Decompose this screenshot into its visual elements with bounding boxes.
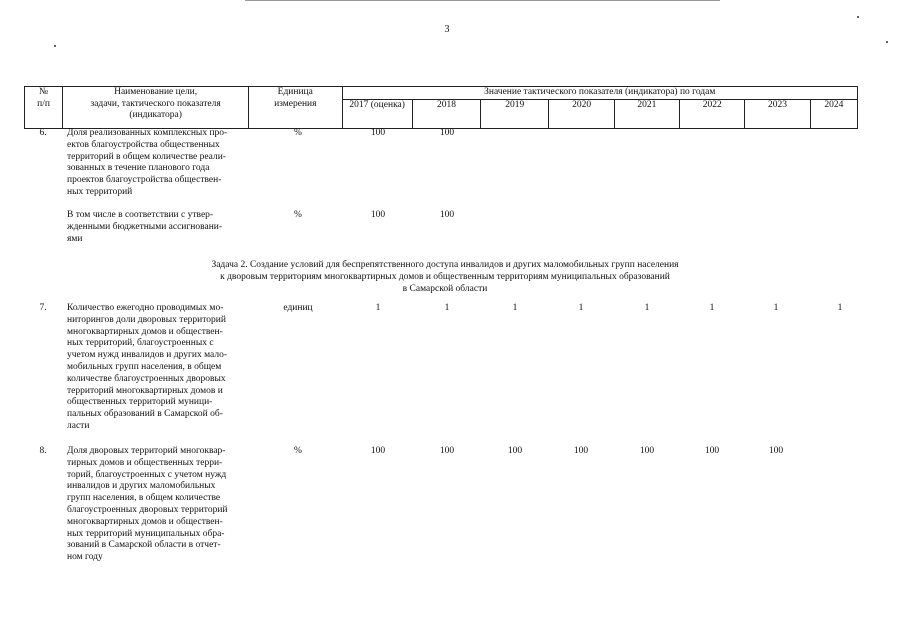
- task-heading-line: к дворовым территориям многоквартирных домов и общественным территориям муниципальных образований: [220, 271, 670, 282]
- header-name-line2: задачи, тактического показателя: [90, 98, 221, 109]
- row-value: 100: [370, 446, 386, 456]
- row-unit: %: [294, 210, 302, 220]
- desc-line: тирных домов и общественных терри-: [67, 457, 223, 468]
- row-value: 1: [512, 303, 518, 313]
- header-year: 2024: [810, 99, 857, 128]
- scan-speck: [857, 16, 859, 18]
- row-value: 1: [773, 303, 779, 313]
- row-description: [67, 303, 248, 433]
- desc-line: ном году: [67, 552, 103, 563]
- row-value: 100: [507, 446, 523, 456]
- header-year: 2020: [549, 99, 614, 128]
- indicator-table-header: [24, 86, 858, 129]
- header-name-line1: Наименование цели,: [114, 87, 198, 97]
- task-heading-line: в Самарской области: [402, 283, 488, 294]
- desc-line: ектов благоустройства общественных: [67, 139, 220, 150]
- row-value: 1: [444, 303, 450, 313]
- header-year: 2021: [614, 99, 679, 128]
- row-description: [67, 446, 248, 564]
- row-value: 100: [370, 210, 386, 220]
- row-description: [67, 128, 248, 199]
- desc-line: благоустроенных дворовых территорий: [67, 504, 228, 515]
- header-number-2: п/п: [37, 98, 50, 109]
- desc-line: инвалидов и других маломобильных: [67, 481, 216, 492]
- desc-line: территорий многоквартирных домов и: [67, 385, 223, 396]
- desc-line: ниторингов доли дворовых территорий: [67, 314, 226, 325]
- desc-line: многоквартирных домов и обществен-: [67, 326, 223, 337]
- row-number: 6.: [39, 128, 47, 138]
- desc-line: ласти: [67, 420, 90, 431]
- header-unit-cell: [249, 87, 342, 129]
- row-value: 100: [370, 128, 386, 138]
- page-number: 3: [444, 24, 450, 35]
- row-value: 100: [573, 446, 589, 456]
- desc-line: жденными бюджетными ассигновани-: [67, 221, 223, 232]
- header-name-cell: [63, 87, 249, 129]
- row-unit: единиц: [283, 303, 313, 313]
- desc-line: торий, благоустроенных с учетом нужд: [67, 469, 227, 480]
- desc-line: количестве благоустроенных дворовых: [67, 373, 226, 384]
- header-number: №: [39, 87, 49, 97]
- desc-line: проектов благоустройства обществен-: [67, 175, 222, 186]
- header-year: 2018: [412, 99, 480, 128]
- scan-edge-line: [245, 0, 720, 1]
- scan-speck: [54, 45, 56, 47]
- desc-line: зованных в течение планового года: [67, 163, 210, 174]
- header-year: 2023: [745, 99, 810, 128]
- row-value: 100: [439, 446, 455, 456]
- desc-line: Количество ежегодно проводимых мо-: [67, 303, 224, 313]
- row-value: 1: [644, 303, 650, 313]
- header-year: 2019: [481, 99, 549, 128]
- desc-line: территорий в общем количестве реали-: [67, 151, 226, 162]
- row-number: 7.: [39, 303, 47, 313]
- row-unit: %: [294, 446, 302, 456]
- desc-line: ных территорий муниципальных обра-: [67, 528, 225, 539]
- row-value: 1: [375, 303, 381, 313]
- desc-line: ных территорий, благоустроенных с: [67, 338, 214, 349]
- desc-line: ных территорий: [67, 186, 133, 197]
- header-unit-line2: измерения: [274, 98, 317, 109]
- row-value: 100: [439, 210, 455, 220]
- desc-line: общественных территорий муници-: [67, 397, 213, 408]
- header-unit-line1: Единица: [277, 87, 313, 97]
- desc-line: Доля дворовых территорий многоквар-: [67, 446, 226, 456]
- header-year: 2022: [680, 99, 745, 128]
- desc-line: групп населения, в общем количестве: [67, 493, 221, 504]
- desc-line: учетом нужд инвалидов и других мало-: [67, 350, 227, 361]
- desc-line: Доля реализованных комплексных про-: [67, 128, 228, 138]
- scan-speck: [886, 41, 888, 43]
- row-value: 100: [768, 446, 784, 456]
- row-value: 1: [837, 303, 843, 313]
- desc-line: мобильных групп населения, в общем: [67, 361, 222, 372]
- row-description: [67, 210, 248, 245]
- row-value: 1: [578, 303, 584, 313]
- task-heading: [140, 260, 750, 295]
- row-value: 100: [439, 128, 455, 138]
- row-value: 100: [639, 446, 655, 456]
- desc-line: зований в Самарской области в отчет-: [67, 540, 221, 551]
- desc-line: многоквартирных домов и обществен-: [67, 516, 223, 527]
- header-name-line3: (индикатора): [129, 110, 182, 120]
- row-unit: %: [294, 128, 302, 138]
- row-number: 8.: [39, 446, 47, 456]
- task-heading-line: Задача 2. Создание условий для беспрепятственного доступа инвалидов и других маломобильных групп населения: [211, 260, 679, 270]
- header-values-title: Значение тактического показателя (индикатора) по годам: [342, 87, 858, 100]
- row-value: 100: [704, 446, 720, 456]
- desc-line: ями: [67, 233, 83, 244]
- row-value: 1: [709, 303, 715, 313]
- desc-line: В том числе в соответствии с утвер-: [67, 210, 214, 220]
- header-year: 2017 (оценка): [342, 99, 412, 128]
- header-number-cell: [25, 87, 63, 129]
- desc-line: пальных образований в Самарской об-: [67, 409, 223, 420]
